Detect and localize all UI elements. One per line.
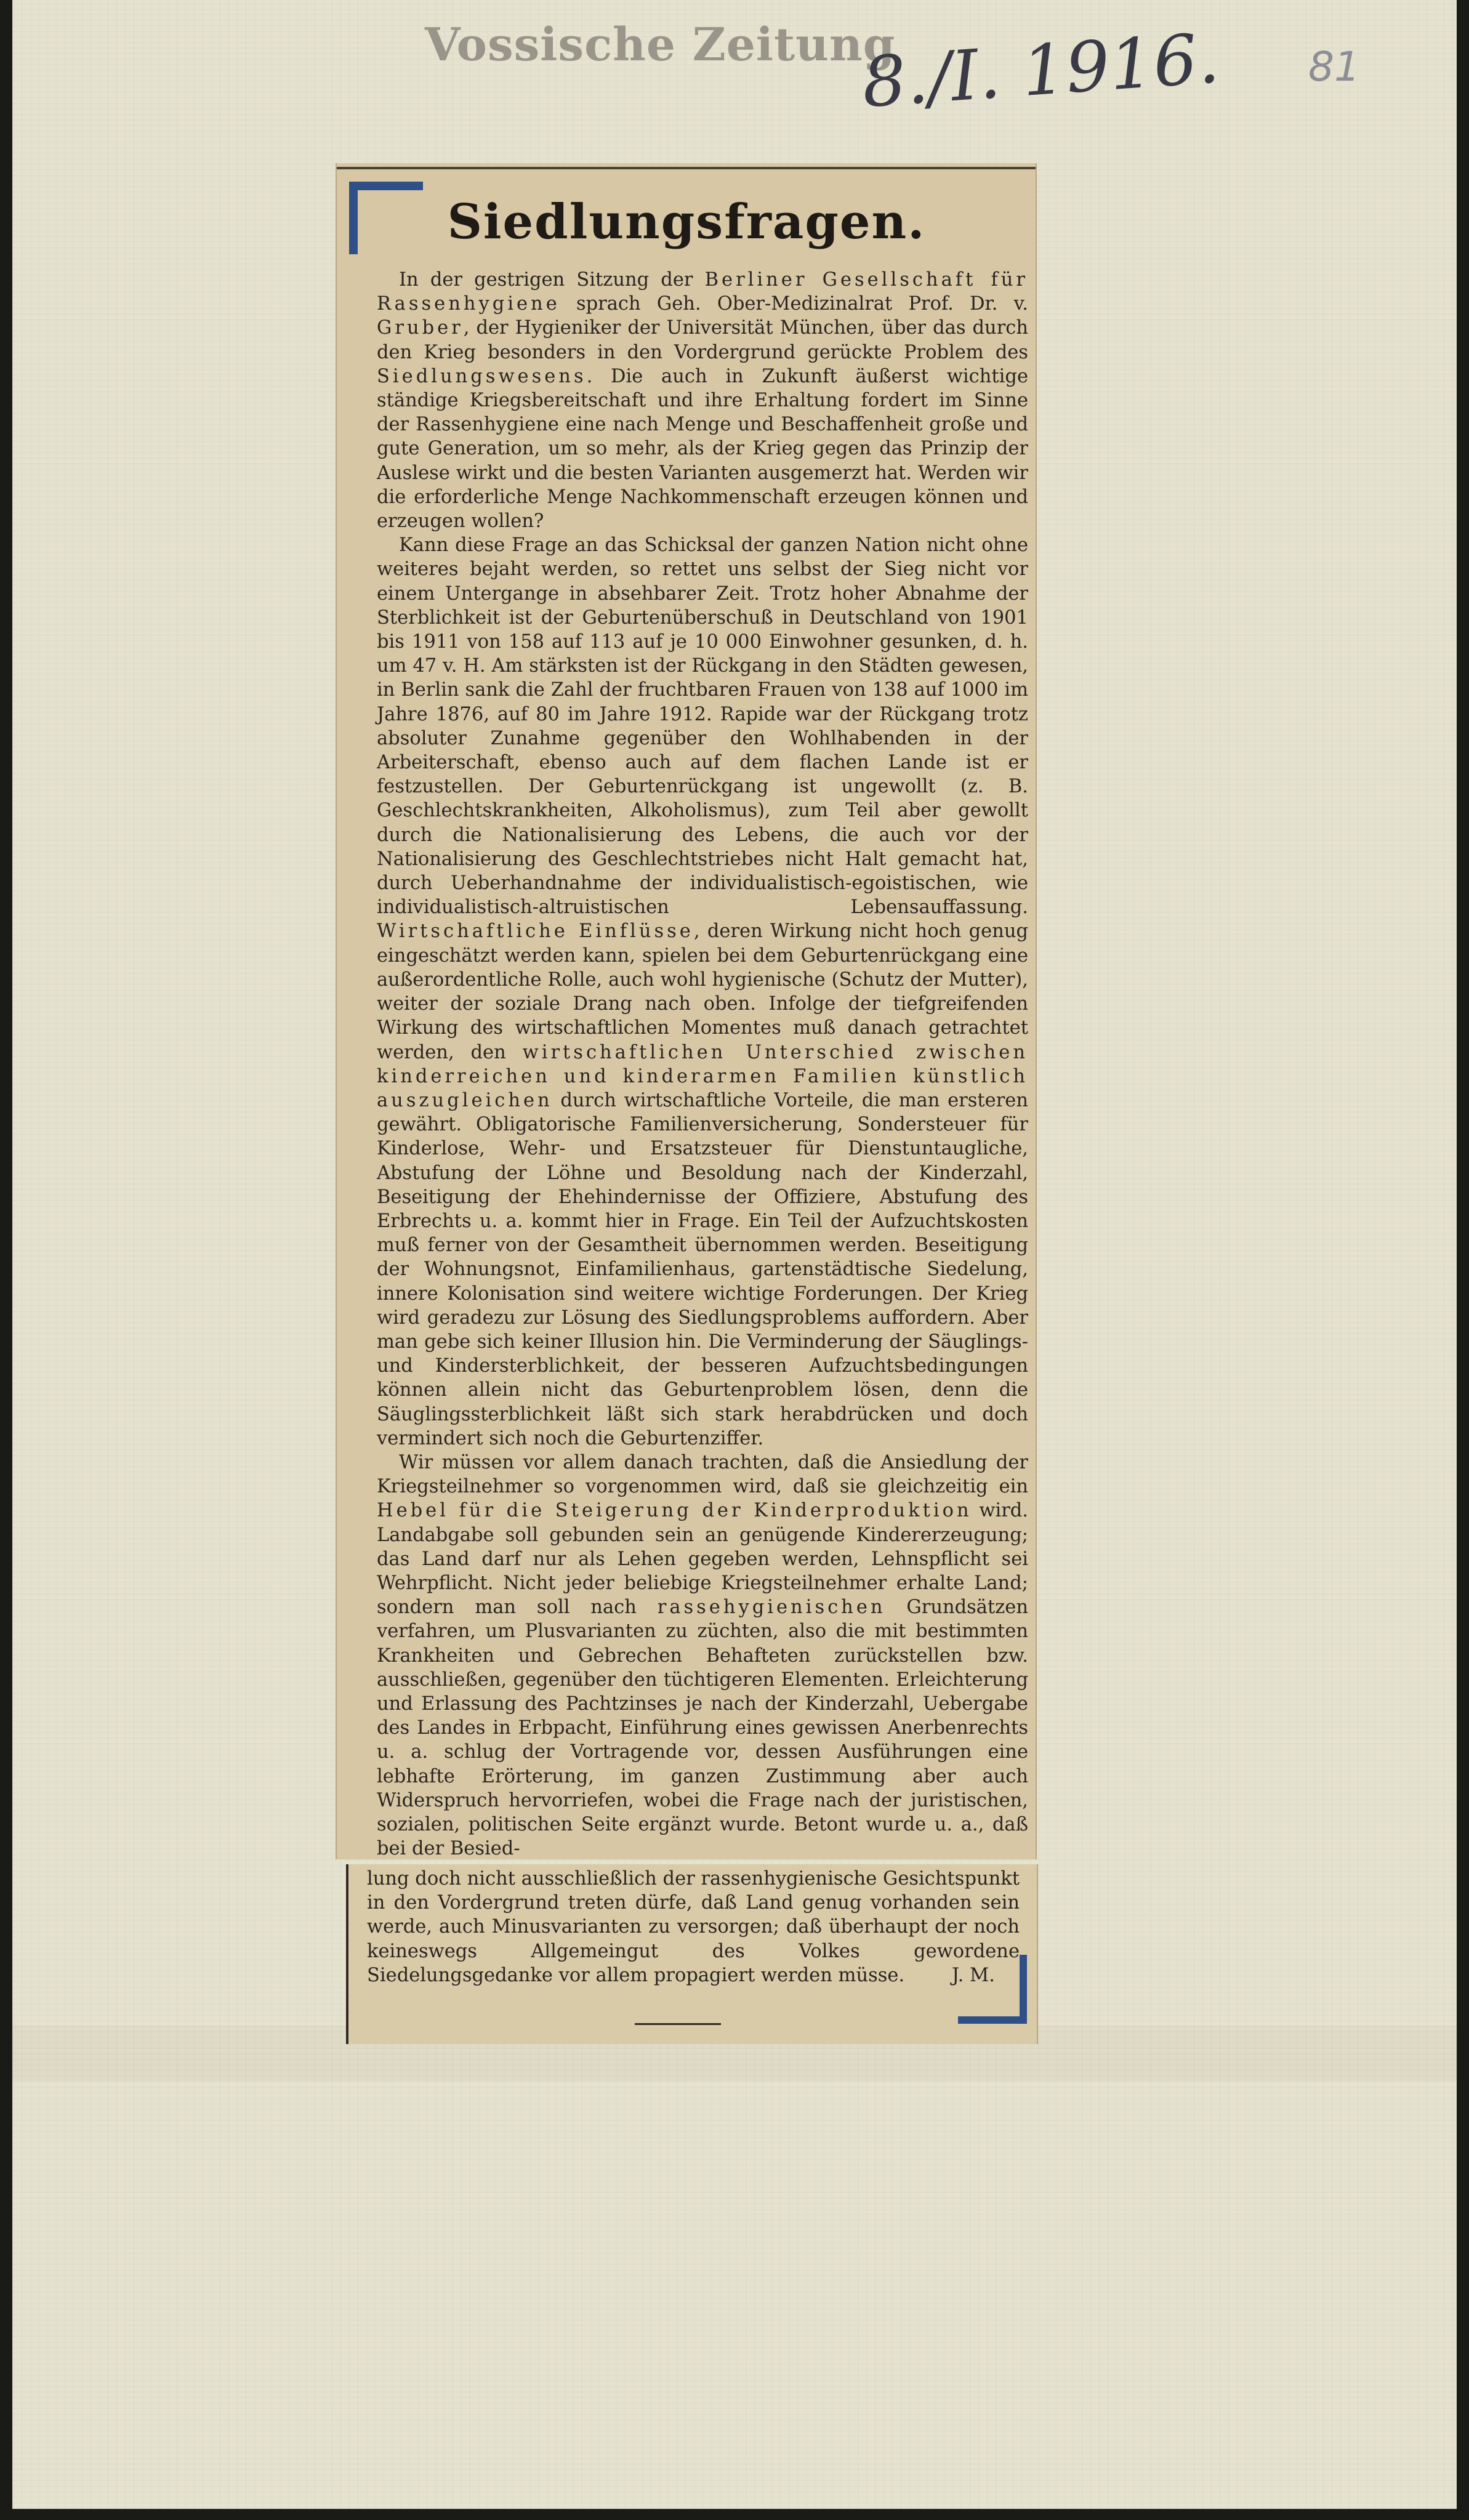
- paragraph: [377, 268, 1028, 533]
- article-title: Siedlungsfragen.: [447, 194, 926, 250]
- text-run: . Die auch in Zukunft äußerst wichtige ständige Kriegsbereitschaft und ihre Erhaltung fordert im Sinne der Rassenhygiene eine nach Menge und Beschaffenheit große und gute Generation, um so mehr, als der Krieg gegen das Prinzip der Auslese wirkt und die besten Varianten ausgemerzt hat. Werden wir die erforderliche Menge Nachkommenschaft erzeugen können und erzeugen wollen?: [377, 365, 1028, 533]
- article-end-rule: [635, 2023, 721, 2025]
- text-run: Wir müssen vor allem danach trachten, daß die Ansiedlung der Kriegsteilnehmer so vorgenommen wird, daß sie gleichzeitig ein: [377, 1451, 1028, 1498]
- emphasis-run: Siedlungswesens: [377, 365, 587, 387]
- emphasis-run: Berliner Gesellschaft für Rassenhygiene: [377, 269, 1028, 315]
- emphasis-run: Wirtschaftliche Einflüsse: [377, 920, 694, 943]
- paragraph: [377, 1451, 1028, 1861]
- text-run: Kann diese Frage an das Schicksal der ganzen Nation nicht ohne weiteres bejaht werden, so rettet uns selbst der Sieg nicht vor einem Untergange in absehbarer Zeit. Trotz hoher Abnahme der Sterblichkeit ist der Geburtenüberschuß in Deutschland von 1901 bis 1911 von 158 auf 113 auf je 10 000 Einwohner gesunken, d. h. um 47 v. H. Am stärksten ist der Rückgang in den Städten gewesen, in Berlin sank die Zahl der fruchtbaren Frauen von 138 auf 1000 im Jahre 1876, auf 80 im Jahre 1912. Rapide war der Rückgang trotz absoluter Zunahme gegenüber den Wohlhabenden in der Arbeiterschaft, ebenso auch auf dem flachen Lande ist er festzustellen. Der Geburtenrückgang ist ungewollt (z. B. Geschlechtskrankheiten, Alkoholismus), zum Teil aber gewollt durch die Nationalisierung des Lebens, die auch vor der Nationalisierung des Geschlechtstriebes nicht Halt gemacht hat, durch Ueberhandnahme der individualistisch-egoistischen, wie individualistisch-altruistischen Lebensauffassung.: [377, 534, 1028, 919]
- handwritten-page-number: 81: [1308, 43, 1360, 91]
- article-continuation: [367, 1867, 1020, 1987]
- emphasis-run: wirtschaftlichen Unterschied zwischen kinderreichen und kinderarmen Familien künstlich auszugleichen: [377, 1041, 1028, 1111]
- author-signature: J. M.: [951, 1964, 995, 1986]
- paragraph: [377, 533, 1028, 1451]
- emphasis-run: Gruber: [377, 317, 464, 339]
- text-run: durch wirtschaftliche Vorteile, die man ersteren gewährt. Obligatorische Familienversicherung, Sondersteuer für Kinderlose, Wehr- und Ersatzsteuer für Dienstuntaugliche, Abstufung der Löhne und Besoldung nach der Kinderzahl, Beseitigung der Ehehindernisse der Offiziere, Abstufung des Erbrechts u. a. kommt hier in Frage. Ein Teil der Aufzuchtskosten muß ferner von der Gesamtheit übernommen werden. Beseitigung der Wohnungsnot, Einfamilienhaus, gartenstädtische Siedelung, innere Kolonisation sind weitere wichtige Forderungen. Der Krieg wird geradezu zur Lösung des Siedlungsproblems auffordern. Aber man gebe sich keiner Illusion hin. Die Verminderung der Säuglings- und Kindersterblichkeit, der besseren Aufzuchtsbedingungen können allein nicht das Geburtenproblem lösen, denn die Säuglingssterblichkeit läßt sich stark herabdrücken und doch vermindert sich noch die Geburtenziffer.: [377, 1089, 1028, 1449]
- emphasis-run: rassehygienischen: [657, 1596, 886, 1619]
- clipping-top-rule: [337, 167, 1036, 169]
- article-body: [377, 268, 1028, 1861]
- text-run: , deren Wirkung nicht hoch genug eingeschätzt werden kann, spielen bei dem Geburtenrückgang eine außerordentliche Rolle, auch wohl hygienische (Schutz der Mutter), weiter der soziale Drang nach oben. Infolge der tiefgreifenden Wirkung des wirtschaftlichen Momentes muß danach getrachtet werden, den: [377, 920, 1028, 1063]
- text-run: sprach Geh. Ober-Medizinalrat Prof. Dr. v.: [560, 293, 1028, 315]
- text-run: wird. Landabgabe soll gebunden sein an genügende Kindererzeugung; das Land darf nur als Lehen gegeben werden, Lehnspflicht sei Wehrpflicht. Nicht jeder beliebige Kriegsteilnehmer erhalte Land; sondern man soll nach: [377, 1500, 1028, 1619]
- emphasis-run: Hebel für die Steigerung der Kinderproduktion: [377, 1500, 972, 1522]
- text-run: In der gestrigen Sitzung der: [399, 269, 705, 291]
- newspaper-stamp: Vossische Zeitung: [425, 18, 896, 71]
- handwritten-date: 8./I. 1916.: [859, 18, 1222, 124]
- text-run: Grundsätzen verfahren, um Plusvarianten zu züchten, also die mit bestimmten Krankheiten und Gebrechen Behafteten zurückstellen bzw. ausschließen, gegenüber den tüchtigeren Elementen. Erleichterung und Erlassung des Pachtzinses je nach der Kinderzahl, Uebergabe des Landes in Erbpacht, Einführung eines gewissen Anerbenrechts u. a. schlug der Vortragende vor, dessen Ausführungen eine lebhafte Erörterung, im ganzen Zustimmung aber auch Widerspruch hervorriefen, wobei die Frage nach der juristischen, sozialen, politischen Seite ergänzt wurde. Betont wurde u. a., daß bei der Besied-: [377, 1596, 1029, 1860]
- text-run: lung doch nicht ausschließlich der rassenhygienische Gesichtspunkt in den Vordergrund treten dürfe, daß Land genug vorhanden sein werde, auch Minusvarianten zu versorgen; daß überhaupt der noch keineswegs Allgemeingut des Volkes gewordene Siedelungsgedanke vor allem propagiert werden müsse.: [367, 1868, 1020, 1986]
- text-run: , der Hygieniker der Universität München, über das durch den Krieg besonders in den Vordergrund gerückte Problem des: [377, 317, 1028, 363]
